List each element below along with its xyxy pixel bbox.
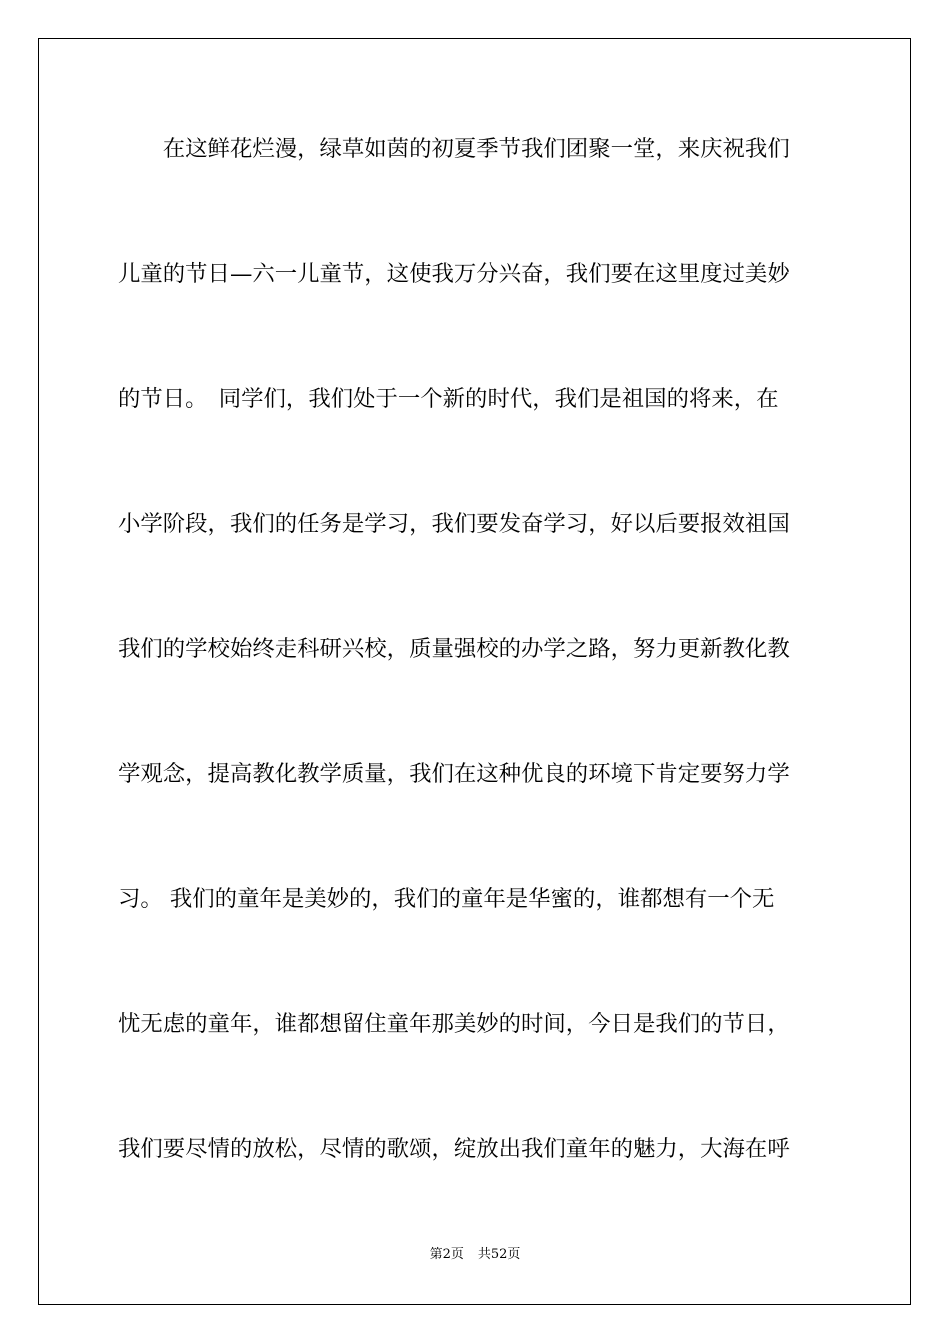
body-line-2: 儿童的节日—六一儿童节，这使我万分兴奋，我们要在这里度过美妙: [118, 261, 790, 287]
body-line-6: 学观念，提高教化教学质量，我们在这种优良的环境下肯定要努力学: [118, 761, 790, 787]
body-line-3: 的节日。 同学们，我们处于一个新的时代，我们是祖国的将来，在: [118, 386, 779, 412]
page-border: [38, 38, 911, 1305]
body-line-5: 我们的学校始终走科研兴校，质量强校的办学之路，努力更新教化教: [118, 636, 790, 662]
body-line-7: 习。 我们的童年是美妙的，我们的童年是华蜜的，谁都想有一个无: [118, 886, 775, 912]
page-number-total: 共52页: [477, 1247, 521, 1262]
body-line-1: 在这鲜花烂漫，绿草如茵的初夏季节我们团聚一堂，来庆祝我们: [118, 136, 790, 162]
page-footer: [0, 1246, 950, 1264]
page-number-current: 第2页: [429, 1247, 464, 1262]
body-line-4: 小学阶段，我们的任务是学习，我们要发奋学习，好以后要报效祖国: [118, 511, 790, 537]
body-line-8: 忧无虑的童年，谁都想留住童年那美妙的时间，今日是我们的节日，: [118, 1011, 790, 1037]
body-line-9: 我们要尽情的放松，尽情的歌颂，绽放出我们童年的魅力，大海在呼: [118, 1136, 790, 1162]
